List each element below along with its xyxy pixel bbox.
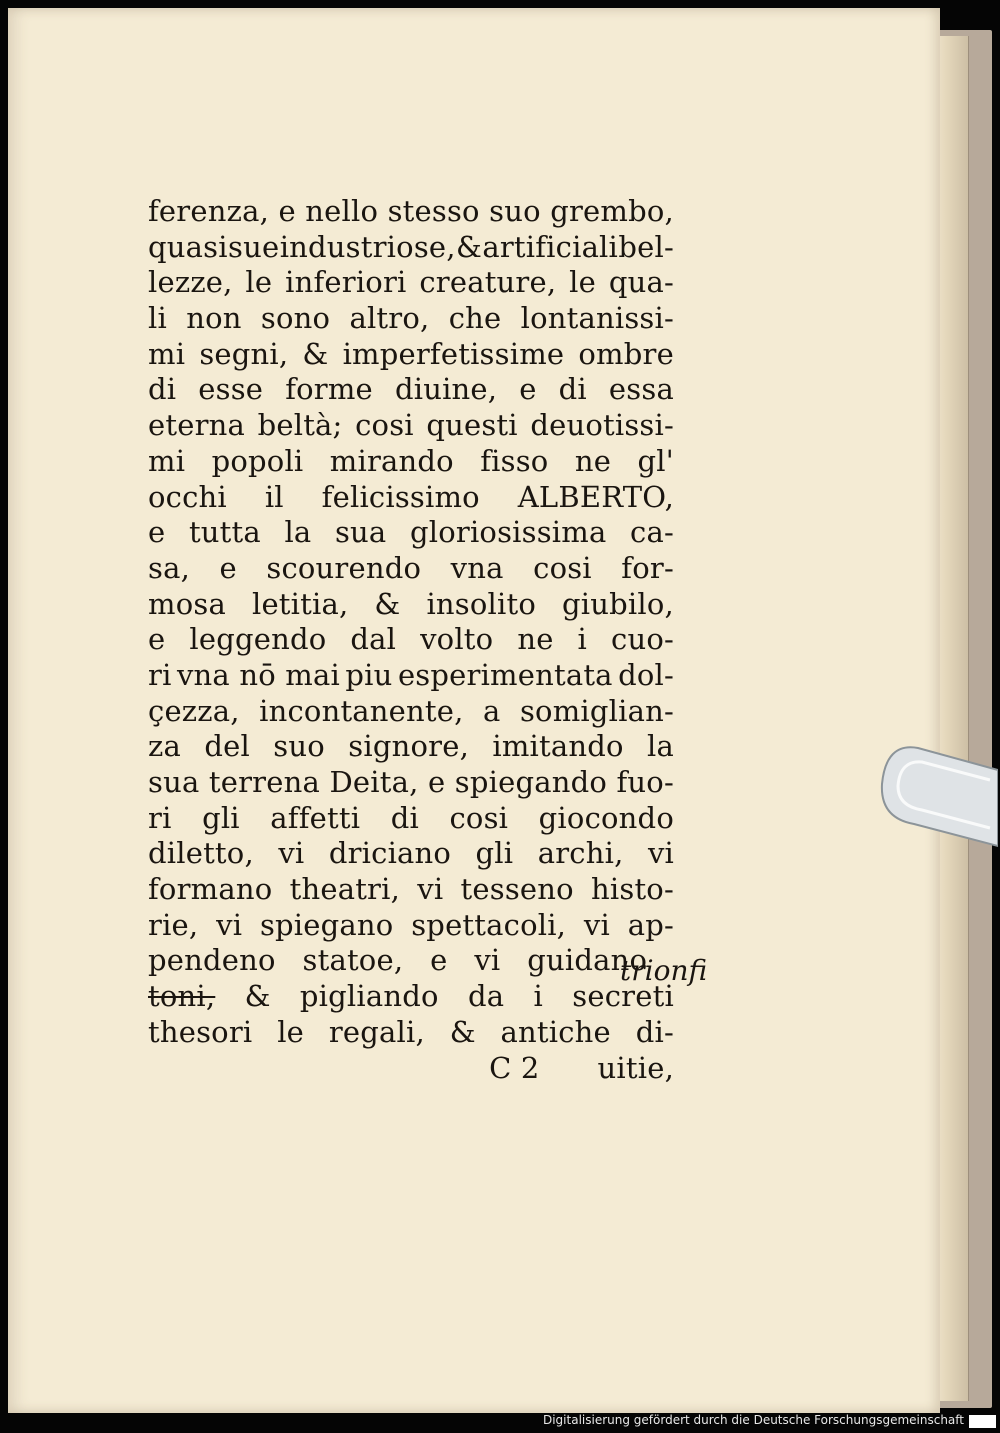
text-line bbox=[148, 908, 674, 944]
word: ne bbox=[574, 443, 612, 478]
word: histo- bbox=[591, 872, 674, 907]
word: altro, bbox=[349, 301, 430, 336]
word: somiglian- bbox=[519, 693, 674, 728]
word: ap- bbox=[627, 907, 674, 942]
word: piu bbox=[345, 657, 393, 692]
word: ALBERTO, bbox=[517, 479, 674, 514]
word: ri bbox=[148, 657, 172, 692]
word: le bbox=[569, 265, 596, 300]
word: di- bbox=[635, 1014, 674, 1049]
word: suo bbox=[489, 194, 541, 228]
digitization-credit: Digitalisierung gefördert durch die Deutsche Forschungsgemeinschaft bbox=[542, 1413, 964, 1427]
word: quasi bbox=[148, 229, 228, 264]
word: pigliando bbox=[299, 979, 439, 1014]
word: industriose, bbox=[279, 229, 456, 264]
text-line bbox=[148, 943, 674, 979]
word: le bbox=[277, 1014, 305, 1049]
word: e bbox=[148, 515, 166, 550]
word: thesori bbox=[148, 1014, 253, 1049]
word: pendeno bbox=[148, 943, 276, 978]
word: gloriosissima bbox=[409, 515, 607, 550]
text-line bbox=[148, 622, 674, 658]
word: gli bbox=[202, 800, 240, 835]
word: vi bbox=[474, 943, 501, 978]
word: giocondo bbox=[538, 800, 674, 835]
word: ne bbox=[517, 622, 554, 657]
book-page bbox=[8, 8, 940, 1413]
word: sa, bbox=[148, 550, 190, 585]
word: cosi bbox=[355, 408, 414, 443]
word: creature, bbox=[419, 265, 557, 300]
word: e bbox=[219, 550, 237, 585]
word: non bbox=[186, 301, 242, 336]
word: spiegando bbox=[454, 765, 608, 799]
text-line bbox=[148, 551, 674, 587]
word: & bbox=[244, 979, 271, 1014]
word: spettacoli, bbox=[411, 907, 567, 942]
text-line bbox=[148, 194, 674, 230]
word: çezza, bbox=[148, 693, 240, 728]
word: mi bbox=[148, 336, 186, 371]
text-line bbox=[148, 1015, 674, 1051]
text-line bbox=[148, 515, 674, 551]
word: spiegano bbox=[259, 907, 394, 942]
word: terrena bbox=[208, 765, 320, 799]
word: giubilo, bbox=[562, 586, 674, 621]
word: driciano bbox=[328, 836, 452, 871]
word: inferiori bbox=[285, 265, 407, 300]
word: sue bbox=[228, 229, 280, 264]
word: i bbox=[577, 622, 588, 657]
word: secreti bbox=[572, 979, 674, 1014]
word: popoli bbox=[211, 443, 304, 478]
word: gli bbox=[475, 836, 514, 871]
word: toni, bbox=[148, 979, 216, 1014]
word: eterna bbox=[148, 408, 246, 443]
word: guidano bbox=[527, 943, 648, 978]
text-line bbox=[148, 301, 674, 337]
word: forme bbox=[285, 372, 373, 407]
word: mi bbox=[148, 443, 186, 478]
word: esperimentata bbox=[397, 657, 613, 692]
word: archi, bbox=[537, 836, 624, 871]
word: vi bbox=[417, 872, 444, 907]
text-line bbox=[148, 337, 674, 373]
word: & bbox=[302, 336, 329, 371]
word: & bbox=[449, 1014, 476, 1049]
text-line bbox=[148, 765, 674, 801]
word: incontanente, bbox=[259, 693, 464, 728]
text-line bbox=[148, 979, 674, 1015]
margin-correction: trionfi bbox=[620, 954, 708, 987]
word: da bbox=[467, 979, 505, 1014]
word: gl' bbox=[637, 443, 674, 478]
word: dol- bbox=[618, 657, 674, 692]
text-line bbox=[148, 694, 674, 730]
word: di bbox=[148, 372, 177, 407]
text-line bbox=[148, 444, 674, 480]
text-line bbox=[148, 372, 674, 408]
word: dal bbox=[350, 622, 397, 657]
word: sua bbox=[148, 765, 200, 799]
word: felicissimo bbox=[321, 479, 480, 514]
word: volto bbox=[420, 622, 494, 657]
word: sono bbox=[260, 301, 331, 336]
word: regali, bbox=[328, 1014, 425, 1049]
word: letitia, bbox=[251, 586, 349, 621]
word: e bbox=[278, 194, 296, 228]
word: la bbox=[284, 515, 312, 550]
word: le bbox=[245, 265, 273, 300]
word: bel- bbox=[618, 229, 674, 264]
catchword: uitie, bbox=[597, 1050, 674, 1085]
word: fuo- bbox=[616, 765, 674, 799]
word: beltà; bbox=[257, 408, 343, 443]
word: & bbox=[374, 586, 401, 621]
word: la bbox=[647, 729, 674, 764]
word: insolito bbox=[426, 586, 537, 621]
word: cosi bbox=[533, 550, 592, 585]
word: deuotissi- bbox=[530, 408, 674, 443]
signature-mark: C 2 bbox=[489, 1050, 540, 1085]
word: segni, bbox=[199, 336, 289, 371]
word: diuine, bbox=[394, 372, 498, 407]
page-foot-line bbox=[148, 1051, 674, 1087]
word: ferenza, bbox=[148, 194, 269, 228]
word: vi bbox=[647, 836, 674, 871]
text-line bbox=[148, 265, 674, 301]
word: imperfetissime bbox=[342, 336, 565, 371]
text-line bbox=[148, 836, 674, 872]
word: del bbox=[204, 729, 250, 764]
word: tutta bbox=[188, 515, 261, 550]
word: sua bbox=[334, 515, 387, 550]
word: fisso bbox=[480, 443, 549, 478]
word: lontanissi- bbox=[520, 301, 674, 336]
word: & bbox=[456, 229, 483, 264]
word: suo bbox=[273, 729, 325, 764]
word: essa bbox=[608, 372, 674, 407]
word: cosi bbox=[449, 800, 509, 835]
word: occhi bbox=[148, 479, 227, 514]
word: Deita, bbox=[329, 765, 419, 799]
text-line bbox=[148, 408, 674, 444]
word: signore, bbox=[348, 729, 469, 764]
word: vi bbox=[583, 907, 610, 942]
text-line bbox=[148, 801, 674, 837]
word: imitando bbox=[492, 729, 624, 764]
word: lezze, bbox=[148, 265, 233, 300]
word: a bbox=[483, 693, 501, 728]
word: stesso bbox=[387, 194, 480, 228]
word: mirando bbox=[329, 443, 454, 478]
text-line bbox=[148, 658, 674, 694]
word: antiche bbox=[500, 1014, 611, 1049]
word: artificiali bbox=[482, 229, 619, 264]
word: di bbox=[390, 800, 419, 835]
word: formano bbox=[148, 872, 273, 907]
word: affetti bbox=[270, 800, 361, 835]
word: nello bbox=[305, 194, 379, 228]
word: vna bbox=[450, 550, 504, 585]
word: ombre bbox=[578, 336, 674, 371]
word: il bbox=[264, 479, 284, 514]
page-text-block bbox=[148, 194, 674, 1086]
word: for- bbox=[621, 550, 674, 585]
text-line bbox=[148, 872, 674, 908]
word: leggendo bbox=[189, 622, 327, 657]
word: che bbox=[448, 301, 502, 336]
word: diletto, bbox=[148, 836, 254, 871]
word: mosa bbox=[148, 586, 226, 621]
word: vi bbox=[278, 836, 305, 871]
word: za bbox=[148, 729, 181, 764]
word: theatri, bbox=[289, 872, 401, 907]
dfg-logo bbox=[969, 1415, 996, 1428]
word: vi bbox=[216, 907, 243, 942]
word: questi bbox=[426, 408, 518, 443]
word: ri bbox=[148, 800, 172, 835]
text-line bbox=[148, 480, 674, 516]
word: qua- bbox=[608, 265, 674, 300]
word: di bbox=[558, 372, 587, 407]
word: e bbox=[430, 943, 448, 978]
word: ca- bbox=[630, 515, 674, 550]
word: li bbox=[148, 301, 167, 336]
word: grembo, bbox=[550, 194, 674, 228]
text-line bbox=[148, 729, 674, 765]
word: i bbox=[533, 979, 543, 1014]
word: e bbox=[519, 372, 537, 407]
word: scourendo bbox=[266, 550, 422, 585]
word: cuo- bbox=[611, 622, 674, 657]
word: statoe, bbox=[302, 943, 404, 978]
word: tesseno bbox=[460, 872, 574, 907]
text-line bbox=[148, 230, 674, 266]
word: e bbox=[427, 765, 446, 799]
word: e bbox=[148, 622, 166, 657]
text-line bbox=[148, 587, 674, 623]
word: vna nō mai bbox=[176, 657, 340, 692]
word: esse bbox=[198, 372, 264, 407]
word: rie, bbox=[148, 907, 199, 942]
page-marker-tab bbox=[878, 740, 998, 850]
